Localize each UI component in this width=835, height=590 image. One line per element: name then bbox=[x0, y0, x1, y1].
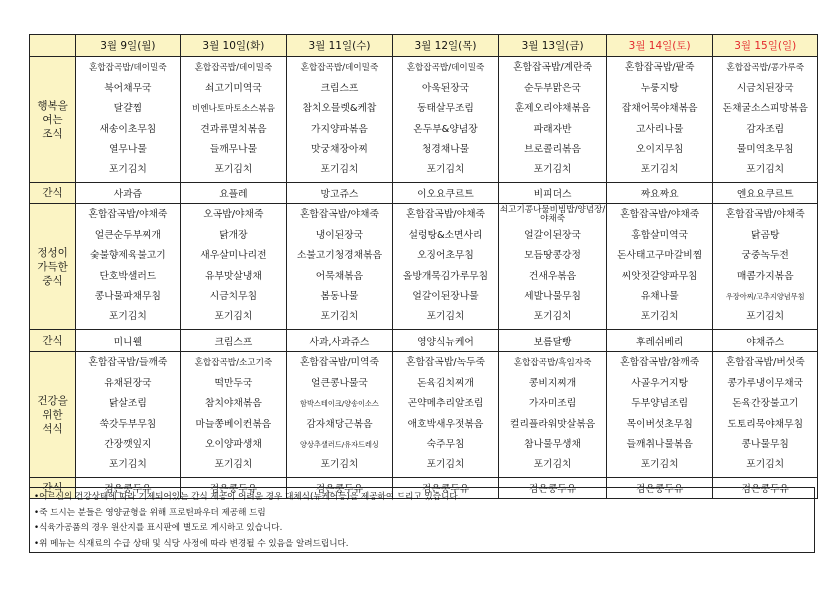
dish-item: 포기김치 bbox=[746, 459, 785, 471]
dish-item: 컬리플라워맛살볶음 bbox=[509, 418, 596, 430]
snack-label: 간식 bbox=[30, 183, 76, 204]
snack-item: 망고쥬스 bbox=[287, 183, 393, 204]
dish-item: 견과류멸치볶음 bbox=[200, 123, 267, 135]
dish-item: 쑥갓두부무침 bbox=[99, 418, 157, 430]
dish-item: 새송이초무침 bbox=[99, 123, 157, 135]
dish-item: 포기김치 bbox=[320, 311, 359, 323]
day-header-1: 3월 10일(화) bbox=[180, 35, 287, 57]
dish-item: 달걀찜 bbox=[113, 103, 143, 115]
dish-item: 애호박새우젓볶음 bbox=[407, 418, 484, 430]
dish-item: 얼큰순두부찌개 bbox=[94, 229, 161, 241]
dish-item: 숙주무침 bbox=[426, 438, 465, 450]
meal-cell bbox=[713, 352, 818, 478]
dish-item: 닭살조림 bbox=[108, 398, 147, 410]
dish-item: 씨앗젓갈양파무침 bbox=[621, 270, 698, 282]
dish-item: 온두부&양념장 bbox=[413, 123, 478, 135]
dish-item: 닭개장 bbox=[219, 229, 248, 241]
snack-label: 간식 bbox=[30, 330, 76, 352]
snack-item: 검은콩두유 bbox=[76, 478, 181, 499]
header-row bbox=[30, 35, 818, 57]
dish-item: 어묵채볶음 bbox=[315, 270, 364, 282]
meal-cell bbox=[392, 204, 499, 330]
snack-row bbox=[30, 183, 818, 204]
snack-item: 미니웰 bbox=[76, 330, 181, 352]
snack-item: 사과,사과쥬스 bbox=[287, 330, 393, 352]
day-header-4: 3월 13일(금) bbox=[499, 35, 607, 57]
dish-item: 유채된장국 bbox=[104, 377, 152, 389]
meal-cell bbox=[180, 352, 287, 478]
dish-item: 숯불향제육불고기 bbox=[90, 250, 166, 262]
dish-item: 비엔나토마토소스볶음 bbox=[191, 104, 275, 115]
meal-cell bbox=[76, 352, 181, 478]
dish-item: 시금치된장국 bbox=[736, 82, 794, 94]
corner-cell bbox=[30, 35, 76, 57]
snack-item: 비피더스 bbox=[499, 183, 607, 204]
day-header-0: 3월 9일(월) bbox=[76, 35, 181, 57]
dish-item: 포기김치 bbox=[214, 164, 253, 176]
dish-item: 돈육김치찌개 bbox=[417, 377, 474, 389]
snack-item: 요플레 bbox=[180, 183, 287, 204]
meal-row bbox=[30, 57, 818, 183]
dish-item: 감자조림 bbox=[746, 123, 785, 135]
dish-item: 들깨무나물 bbox=[209, 143, 258, 155]
dish-item: 닭곰탕 bbox=[751, 229, 780, 241]
dish-item: 누룽지탕 bbox=[640, 82, 679, 94]
note-line: •식육가공품의 경우 원산지를 표시판에 별도로 게시하고 있습니다. bbox=[34, 523, 283, 533]
dish-item: 열무나물 bbox=[108, 143, 147, 155]
snack-item: 보름달빵 bbox=[499, 330, 607, 352]
dish-item: 참치오믈렛&케찹 bbox=[302, 103, 377, 115]
dish-item: 양상추샐러드/유자드레싱 bbox=[300, 439, 379, 449]
dish-item: 혼합잡곡밥/야채죽 bbox=[725, 209, 805, 221]
dish-item: 포기김치 bbox=[533, 311, 572, 323]
snack-item: 후레쉬베리 bbox=[606, 330, 713, 352]
dish-item: 혼합잡곡밥/참깨죽 bbox=[620, 357, 700, 369]
dish-item: 마늘쫑베이컨볶음 bbox=[195, 418, 272, 430]
meal-cell bbox=[392, 352, 499, 478]
dish-item: 유부맛살냉채 bbox=[205, 270, 262, 282]
meal-row bbox=[30, 352, 818, 478]
dish-item: 우장아찌/고추지양념무침 bbox=[725, 291, 805, 301]
dish-item: 혼합잡곡밥/콩가루죽 bbox=[726, 63, 805, 74]
meal-cell bbox=[499, 204, 607, 330]
dish-item: 잡채어묵야채볶음 bbox=[621, 103, 698, 115]
dish-item: 혼합잡곡밥/데이밀죽 bbox=[89, 63, 167, 74]
dish-item: 감자채당근볶음 bbox=[306, 418, 373, 430]
dish-item: 혼합잡곡밥/버섯죽 bbox=[725, 357, 805, 369]
dish-item: 포기김치 bbox=[320, 164, 359, 176]
meal-cell bbox=[713, 204, 818, 330]
note-line: •어르신의 건강상태에 따라 기제되어있는 간식 제공이 어려운 경우 대체식(뉴케어등)을 제공하여 드리고 있습니다. bbox=[34, 492, 461, 502]
dish-item: 가자미조림 bbox=[528, 398, 577, 410]
dish-item: 돈사태고구마갈비찜 bbox=[617, 250, 703, 262]
dish-item: 콩나물파채무침 bbox=[94, 290, 161, 302]
dish-item: 떡만두국 bbox=[214, 377, 253, 389]
dish-item: 브로콜리볶음 bbox=[524, 143, 581, 155]
dish-item: 들깨취나물볶음 bbox=[626, 438, 693, 450]
snack-item: 짜요짜요 bbox=[606, 183, 713, 204]
snack-item: 야채쥬스 bbox=[713, 330, 818, 352]
dish-item: 북어채무국 bbox=[104, 82, 152, 94]
snack-item: 크림스프 bbox=[180, 330, 287, 352]
dish-item: 포기김치 bbox=[640, 164, 679, 176]
dish-item: 아욱된장국 bbox=[421, 82, 470, 94]
dish-item: 포기김치 bbox=[214, 311, 253, 323]
dish-item: 혼합잡곡밥/야채죽 bbox=[620, 209, 700, 221]
meal-cell bbox=[76, 204, 181, 330]
day-header-3: 3월 12일(목) bbox=[392, 35, 499, 57]
dish-item: 매콤가지볶음 bbox=[736, 270, 794, 282]
dish-item: 혼합잡곡밥/데이밀죽 bbox=[300, 63, 379, 74]
meal-cell bbox=[713, 57, 818, 183]
dish-item: 맛궁채장아찌 bbox=[311, 143, 368, 155]
meal-cell bbox=[499, 352, 607, 478]
dish-item: 유채나물 bbox=[640, 290, 679, 302]
dish-item: 혼합잡곡밥/소고기죽 bbox=[194, 358, 273, 369]
dish-item: 고사리나물 bbox=[635, 123, 684, 135]
dish-item: 포기김치 bbox=[320, 459, 359, 471]
dish-item: 포기김치 bbox=[533, 459, 572, 471]
day-header-6: 3월 15일(일) bbox=[713, 35, 818, 57]
meal-cell bbox=[392, 57, 499, 183]
meal-label: 행복을 여는 조식 bbox=[30, 57, 76, 183]
dish-item: 얼갈이된장나물 bbox=[412, 290, 479, 302]
dish-item: 순두부맑은국 bbox=[524, 82, 581, 94]
dish-item: 포기김치 bbox=[746, 164, 785, 176]
dish-item: 오이지무침 bbox=[635, 143, 684, 155]
dish-item: 포기김치 bbox=[108, 311, 147, 323]
dish-item: 돈채굴소스피망볶음 bbox=[722, 103, 808, 115]
snack-item: 사과즙 bbox=[76, 183, 181, 204]
dish-item: 포기김치 bbox=[108, 164, 147, 176]
dish-item: 참치야채볶음 bbox=[205, 398, 262, 410]
dish-item: 돈육간장불고기 bbox=[732, 398, 799, 410]
dish-item: 오징어초무침 bbox=[417, 250, 474, 262]
dish-item: 가지양파볶음 bbox=[311, 123, 368, 135]
dish-item: 포기김치 bbox=[640, 311, 679, 323]
dish-item: 혼합잡곡밥/녹두죽 bbox=[405, 357, 485, 369]
snack-item: 검은콩두유 bbox=[606, 478, 713, 499]
dish-item: 혼합잡곡밥/야채죽 bbox=[299, 209, 379, 221]
dish-item: 혼합잡곡밥/들깨죽 bbox=[88, 357, 168, 369]
note-line: •죽 드시는 분들은 영양균형을 위해 프로틴파우더 제공해 드림 bbox=[34, 507, 266, 518]
snack-row bbox=[30, 330, 818, 352]
dish-item: 세발나물무침 bbox=[524, 290, 581, 302]
dish-item: 쇠고기미역국 bbox=[205, 82, 262, 94]
dish-item: 두부양념조림 bbox=[631, 398, 689, 410]
snack-item: 이오요쿠르트 bbox=[392, 183, 499, 204]
dish-item: 설렁탕&소면사리 bbox=[408, 229, 483, 241]
dish-item: 콩가루냉이무채국 bbox=[727, 377, 804, 389]
dish-item: 얼큰콩나물국 bbox=[311, 377, 368, 389]
dish-item: 단호박샐러드 bbox=[99, 270, 157, 282]
dish-item: 혼합잡곡밥/계란죽 bbox=[513, 62, 593, 74]
dish-item: 포기김치 bbox=[426, 164, 465, 176]
dish-item: 얼갈이된장국 bbox=[524, 229, 581, 241]
weekly-menu-table bbox=[29, 34, 818, 499]
snack-item: 엔요요쿠르트 bbox=[713, 183, 818, 204]
meal-cell bbox=[606, 352, 713, 478]
dish-item: 궁중녹두전 bbox=[741, 250, 789, 262]
meal-label: 정성이 가득한 중식 bbox=[30, 204, 76, 330]
dish-item: 쇠고기콩나물비빔밥/양념장/야채죽 bbox=[499, 205, 606, 225]
dish-item: 모듬땅콩강정 bbox=[524, 250, 581, 262]
dish-item: 새우살미나리전 bbox=[200, 250, 267, 262]
meal-cell bbox=[606, 57, 713, 183]
dish-item: 건새우볶음 bbox=[528, 270, 577, 282]
snack-item: 영양식뉴케어 bbox=[392, 330, 499, 352]
dish-item: 포기김치 bbox=[426, 459, 465, 471]
snack-item: 검은콩두유 bbox=[392, 478, 499, 499]
notes-box bbox=[29, 487, 815, 553]
dish-item: 냉이된장국 bbox=[315, 229, 364, 241]
dish-item: 함박스테이크/양송이소스 bbox=[300, 399, 379, 409]
meal-cell bbox=[287, 57, 393, 183]
dish-item: 포기김치 bbox=[108, 459, 147, 471]
dish-item: 혼합잡곡밥/야채죽 bbox=[405, 209, 485, 221]
dish-item: 혼합잡곡밥/야채죽 bbox=[88, 209, 168, 221]
dish-item: 올방개묵김가루무침 bbox=[402, 270, 489, 282]
dish-item: 동태살무조림 bbox=[417, 103, 474, 115]
meal-row bbox=[30, 204, 818, 330]
dish-item: 소불고기청경채볶음 bbox=[296, 250, 383, 262]
day-header-5: 3월 14일(토) bbox=[606, 35, 713, 57]
dish-item: 봄동나물 bbox=[320, 290, 359, 302]
dish-item: 시금치무침 bbox=[209, 290, 258, 302]
dish-item: 혼합잡곡밥/팥죽 bbox=[624, 62, 695, 74]
dish-item: 파래자반 bbox=[533, 123, 572, 135]
snack-label: 간식 bbox=[30, 478, 76, 499]
dish-item: 훈제오리야채볶음 bbox=[514, 103, 591, 115]
dish-item: 포기김치 bbox=[746, 311, 785, 323]
snack-item: 검은콩두유 bbox=[499, 478, 607, 499]
dish-item: 홍합살미역국 bbox=[631, 229, 689, 241]
dish-item: 물미역초무침 bbox=[736, 143, 794, 155]
meal-cell bbox=[76, 57, 181, 183]
dish-item: 참나물무생채 bbox=[524, 438, 581, 450]
meal-cell bbox=[287, 204, 393, 330]
day-header-2: 3월 11일(수) bbox=[287, 35, 393, 57]
dish-item: 곤약메추리알조림 bbox=[407, 398, 484, 410]
dish-item: 포기김치 bbox=[426, 311, 465, 323]
snack-item: 검은콩두유 bbox=[180, 478, 287, 499]
dish-item: 목이버섯초무침 bbox=[626, 418, 693, 430]
note-line: •위 메뉴는 식재료의 수급 상태 및 식당 사정에 따라 변경될 수 있음을 알려드립니다. bbox=[34, 538, 349, 549]
dish-item: 포기김치 bbox=[640, 459, 679, 471]
meal-cell bbox=[180, 57, 287, 183]
snack-item: 검은콩두유 bbox=[713, 478, 818, 499]
dish-item: 사골우거지탕 bbox=[631, 377, 689, 389]
dish-item: 크림스프 bbox=[320, 82, 359, 94]
meal-cell bbox=[180, 204, 287, 330]
dish-item: 콩나물무침 bbox=[741, 438, 789, 450]
dish-item: 청경채나물 bbox=[421, 143, 470, 155]
dish-item: 오이양파생채 bbox=[205, 438, 262, 450]
dish-item: 오곡밥/야채죽 bbox=[203, 209, 264, 221]
snack-item: 검은콩두유 bbox=[287, 478, 393, 499]
dish-item: 도토리묵야채무침 bbox=[727, 418, 804, 430]
dish-item: 포기김치 bbox=[533, 164, 572, 176]
meal-cell bbox=[287, 352, 393, 478]
dish-item: 콩비지찌개 bbox=[528, 377, 577, 389]
dish-item: 혼합잡곡밥/미역죽 bbox=[299, 357, 379, 369]
dish-item: 포기김치 bbox=[214, 459, 253, 471]
dish-item: 간장깻잎지 bbox=[104, 438, 152, 450]
meal-label: 건강을 위한 석식 bbox=[30, 352, 76, 478]
meal-cell bbox=[499, 57, 607, 183]
dish-item: 혼합잡곡밥/데이밀죽 bbox=[194, 63, 273, 74]
meal-cell bbox=[606, 204, 713, 330]
dish-item: 혼합잡곡밥/흑임자죽 bbox=[513, 358, 592, 369]
dish-item: 혼합잡곡밥/데이밀죽 bbox=[406, 63, 485, 74]
